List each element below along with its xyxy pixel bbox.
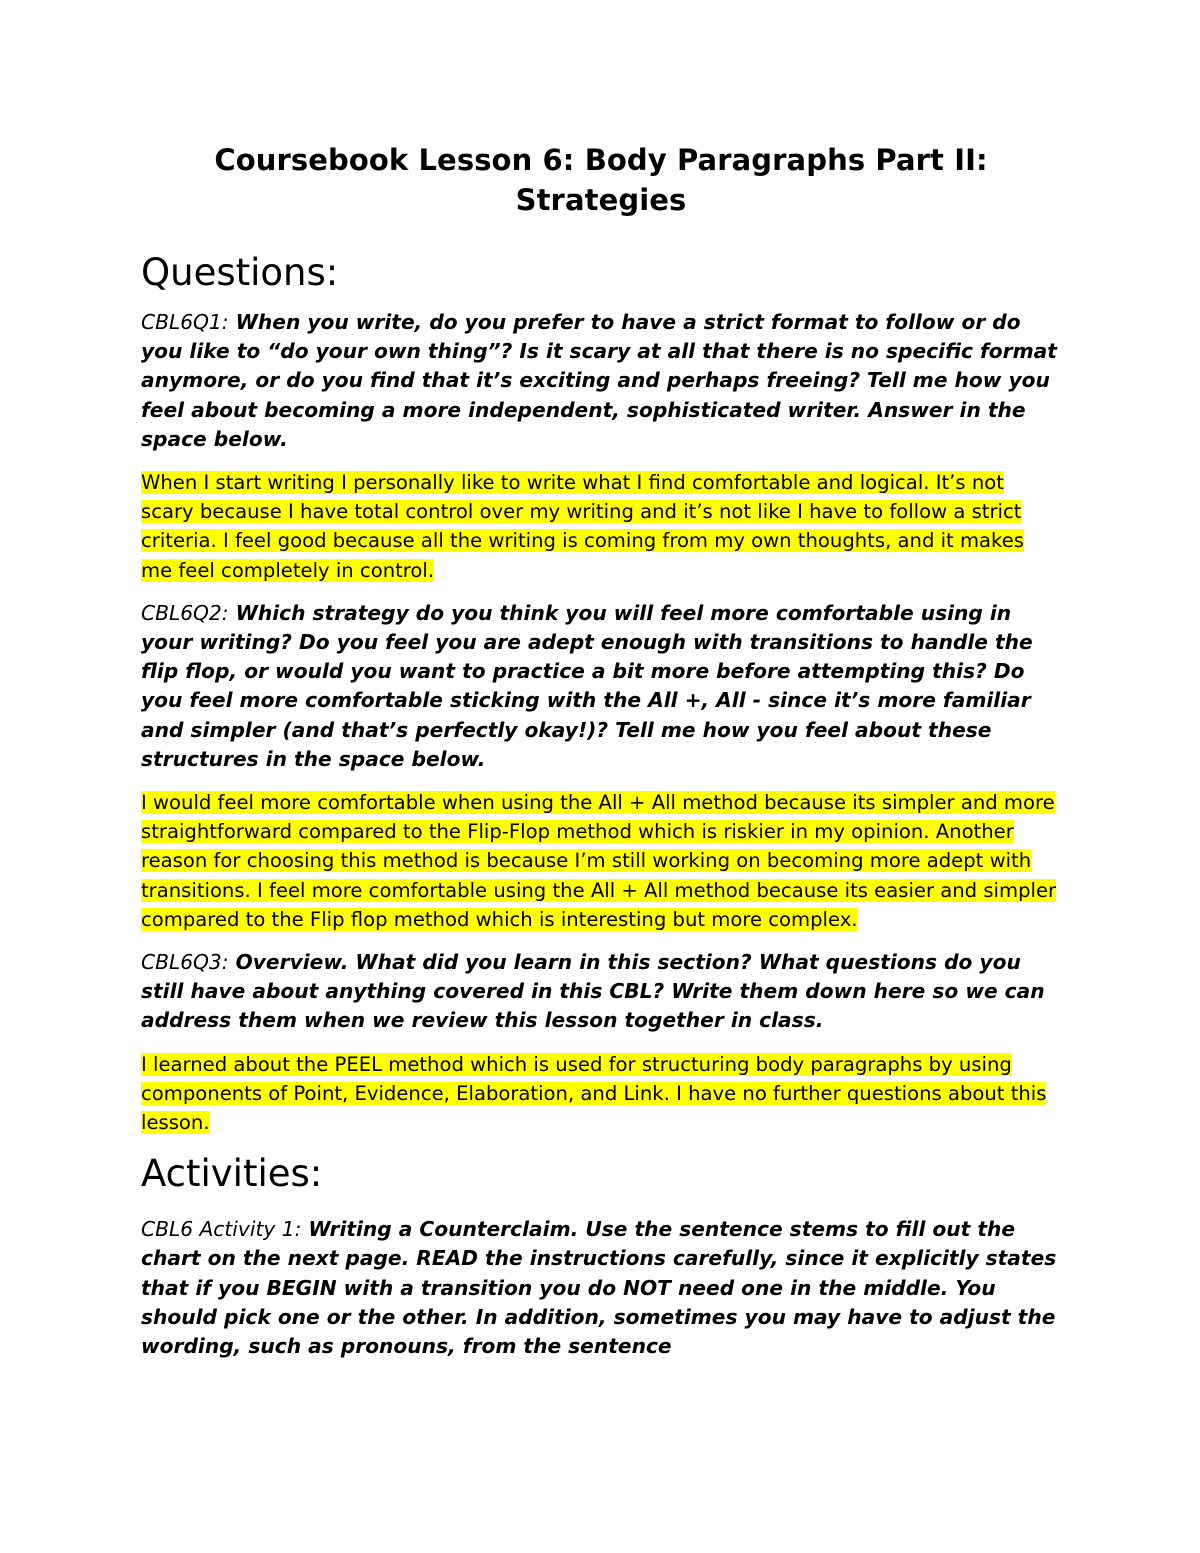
question-2-id: CBL6Q2: (141, 600, 229, 625)
question-3-id: CBL6Q3: (141, 950, 229, 975)
document-page (141, 140, 1061, 1361)
title-line-1: Coursebook Lesson 6: Body Paragraphs Part II: (214, 143, 988, 177)
answer-3 (141, 1050, 1061, 1138)
answer-2 (141, 788, 1061, 934)
answer-2-text: I would feel more comfortable when using the All + All method because its simpler and more straightforward compared to the Flip-Flop method which is riskier in my opinion. Another reason for choosing this method is because I’m still working on becoming more adept with transitions. I feel more comfortable using the All + All method because its easier and simpler compared to the Flip flop method which is interesting but more complex. (141, 791, 1057, 931)
answer-1 (141, 468, 1061, 585)
answer-1-text: When I start writing I personally like to write what I find comfortable and logical. It’s not scary because I have total control over my writing and it’s not like I have to follow a strict criteria. I feel good because all the writing is coming from my own thoughts, and it makes me feel completely in control. (141, 471, 1024, 582)
answer-3-text: I learned about the PEEL method which is used for structuring body paragraphs by using components of Point, Evidence, Elaboration, and Link. I have no further questions about this lesson. (141, 1052, 1047, 1135)
activities-heading: Activities: (141, 1152, 323, 1196)
question-2-text: Which strategy do you think you will feel more comfortable using in your writing? Do you feel you are adept enough with transitions to handle the flip flop, or would you want to practice a bit more before attempting this? Do you feel more comfortable sticking with the All +, All - since it’s more familiar and simpler (and that’s perfectly okay!)? Tell me how you feel about these structures in the space below. (141, 600, 1033, 771)
questions-heading: Questions: (141, 251, 339, 294)
activity-1-id: CBL6 Activity 1: (141, 1217, 302, 1242)
title-line-2: Strategies (515, 183, 687, 217)
document-title (141, 140, 1061, 220)
question-3-text: Overview. What did you learn in this section? What questions do you still have about anything covered in this CBL? Write them down here so we can address them when we review this lesson together in class. (141, 950, 1045, 1033)
question-1 (141, 308, 1061, 454)
question-1-id: CBL6Q1: (141, 310, 229, 334)
question-1-text: When you write, do you prefer to have a strict format to follow or do you like to “do your own thing”? Is it scary at all that there is no specific format anymore, or do you find that it’s exciting and perhaps freeing? Tell me how you feel about becoming a more independent, sophisticated writer. Answer in the space below. (141, 310, 1057, 451)
question-2 (141, 599, 1061, 774)
activity-1 (141, 1215, 1061, 1361)
question-3 (141, 948, 1061, 1036)
activity-1-text: Writing a Counterclaim. Use the sentence stems to fill out the chart on the next page. READ the instructions carefully, since it explicitly states that if you BEGIN with a transition you do NOT need one in the middle. You should pick one or the other. In addition, sometimes you may have to adjust the wording, such as pronouns, from the sentence (141, 1217, 1057, 1359)
